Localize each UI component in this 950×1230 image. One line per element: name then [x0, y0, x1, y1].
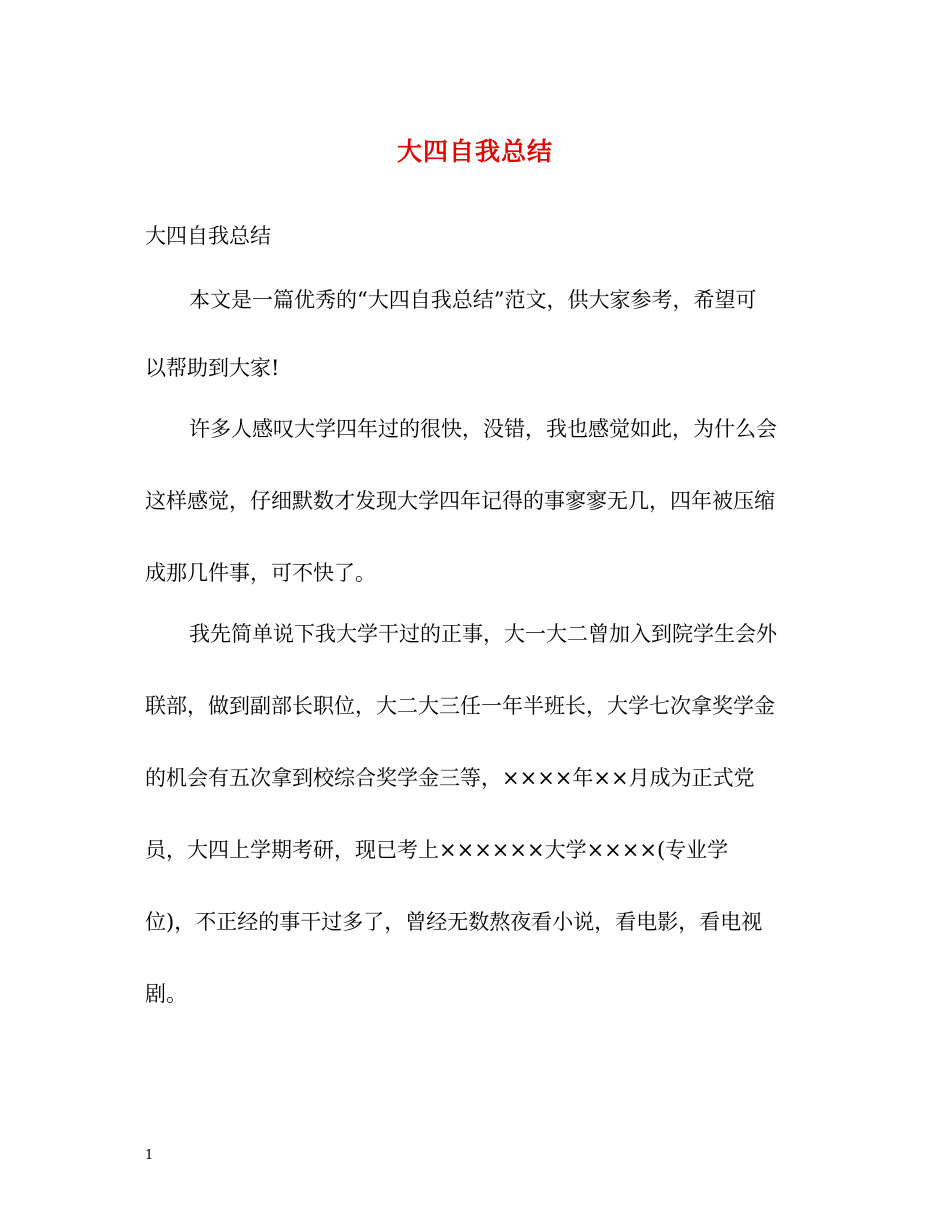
paragraph-line: 这样感觉，仔细默数才发现大学四年记得的事寥寥无几，四年被压缩 [145, 489, 775, 513]
paragraph-line: 我先简单说下我大学干过的正事，大一大二曾加入到院学生会外 [189, 622, 777, 646]
paragraph-line: 联部，做到副部长职位，大二大三任一年半班长，大学七次拿奖学金 [145, 694, 775, 718]
paragraph-line: 许多人感叹大学四年过的很快，没错，我也感觉如此，为什么会 [189, 417, 777, 441]
paragraph-line: 以帮助到大家! [145, 356, 280, 380]
paragraph-line: 本文是一篇优秀的“大四自我总结”范文，供大家参考，希望可 [189, 288, 757, 312]
paragraph-line: 员，大四上学期考研，现已考上××××××大学××××(专业学 [145, 838, 729, 862]
paragraph-line: 剧。 [145, 982, 187, 1006]
document-title: 大四自我总结 [396, 137, 553, 166]
document-subtitle: 大四自我总结 [145, 224, 271, 248]
paragraph-line: 位)，不正经的事干过多了，曾经无数熬夜看小说，看电影，看电视 [145, 910, 763, 934]
page-number: 1 [145, 1148, 154, 1163]
paragraph-line: 成那几件事，可不快了。 [145, 561, 376, 585]
paragraph-line: 的机会有五次拿到校综合奖学金三等，××××年××月成为正式党 [145, 766, 755, 790]
